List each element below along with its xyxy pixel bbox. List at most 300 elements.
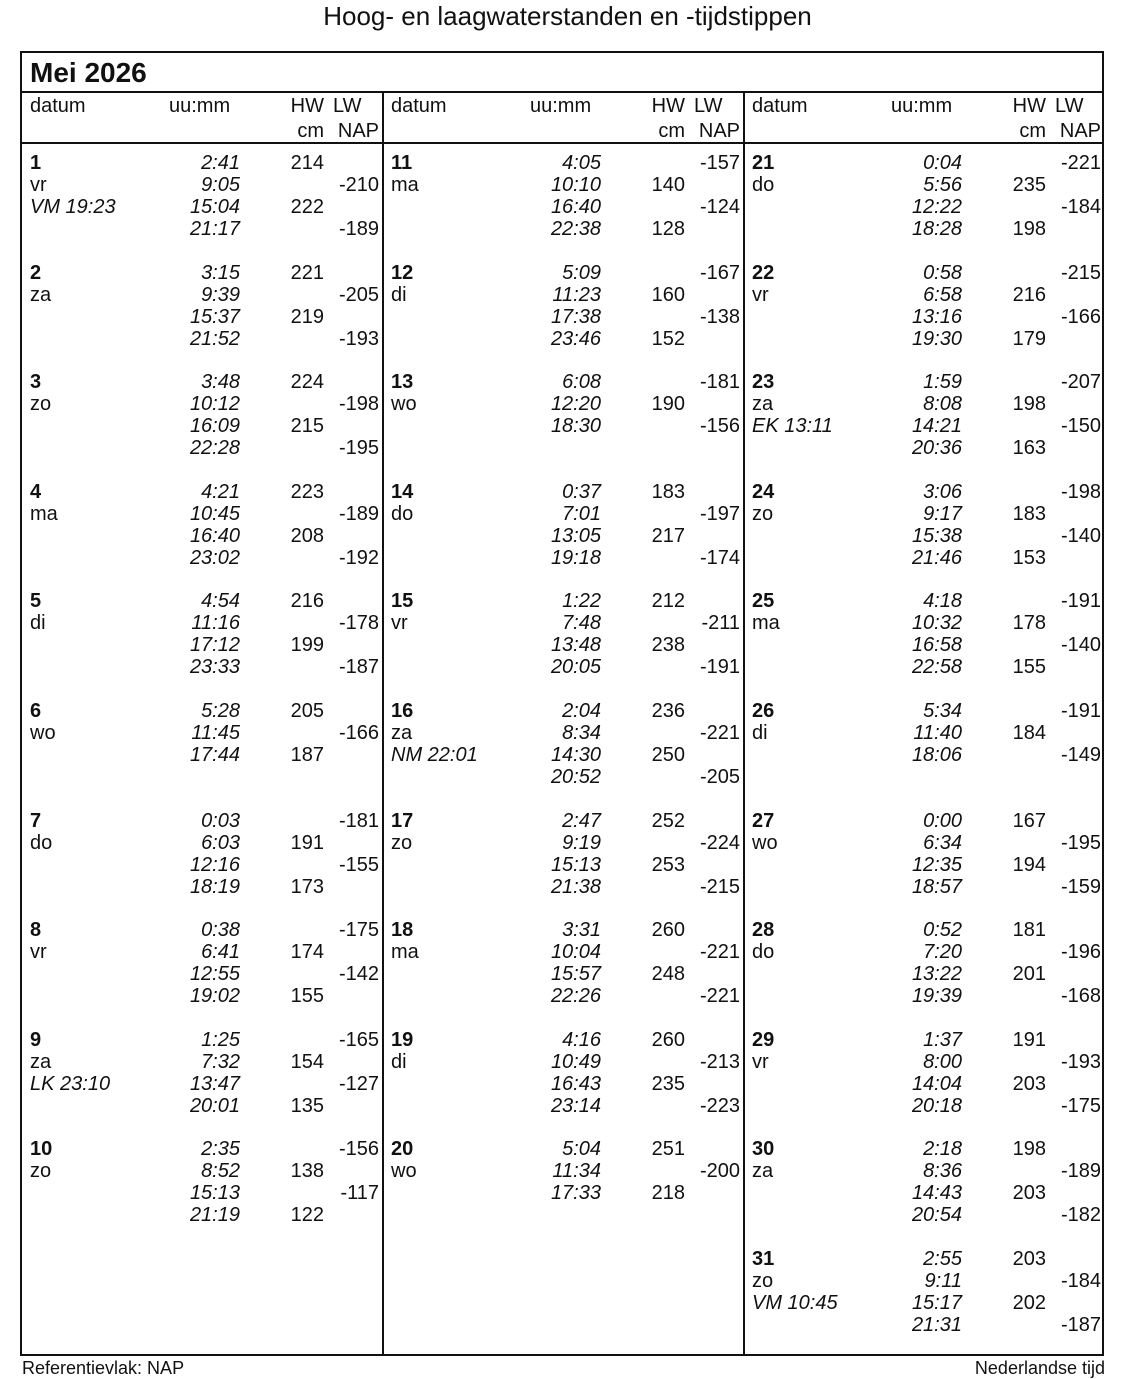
tide-time: 6:08: [562, 371, 601, 394]
tide-time: 19:30: [911, 327, 962, 350]
header-datum: datum: [30, 95, 86, 117]
moon-phase: VM 10:45: [752, 1292, 838, 1314]
tide-entry: [383, 722, 744, 744]
low-water-level: -175: [338, 919, 379, 942]
tide-entry: [383, 1029, 744, 1051]
day-block: [744, 1029, 1105, 1139]
header-lw: LW: [1055, 95, 1084, 117]
low-water-level: -117: [340, 1182, 379, 1205]
day-block: [744, 481, 1105, 591]
tide-time: 12:20: [550, 393, 601, 416]
day-block: [22, 810, 383, 920]
tide-entry: [744, 1270, 1105, 1292]
tide-time: 2:35: [201, 1138, 240, 1161]
weekday: ma: [30, 502, 58, 525]
weekday: za: [30, 283, 52, 306]
low-water-level: -211: [701, 612, 740, 635]
tide-entry: [22, 963, 383, 985]
tide-entry: [22, 744, 383, 766]
low-water-level: -224: [699, 831, 740, 854]
low-water-level: -215: [699, 875, 740, 898]
tide-time: 20:36: [911, 437, 962, 460]
high-water-level: 203: [1012, 1182, 1046, 1205]
tide-time: 7:01: [562, 502, 601, 525]
low-water-level: -200: [699, 1160, 740, 1183]
tide-entry: [383, 919, 744, 941]
tide-time: 10:49: [550, 1050, 601, 1073]
tide-time: 15:13: [189, 1182, 240, 1205]
day-number: 23: [752, 371, 775, 394]
tide-entry: [383, 656, 744, 678]
tide-time: 11:16: [191, 612, 240, 635]
tide-time: 4:21: [201, 480, 240, 503]
low-water-level: -195: [338, 437, 379, 460]
tide-time: 0:37: [562, 480, 601, 503]
weekday: wo: [30, 722, 56, 744]
day-block: [383, 1029, 744, 1139]
day-number: 27: [752, 809, 775, 832]
day-number: 3: [30, 371, 42, 394]
low-water-level: -191: [1060, 590, 1101, 613]
tide-time: 21:38: [550, 875, 601, 898]
day-number: 16: [391, 700, 414, 722]
low-water-level: -187: [338, 656, 379, 679]
low-water-level: -191: [1060, 700, 1101, 722]
day-number: 21: [752, 152, 775, 174]
low-water-level: -198: [338, 393, 379, 416]
tide-time: 2:41: [201, 152, 240, 174]
high-water-level: 202: [1012, 1292, 1046, 1314]
tide-entry: [744, 152, 1105, 174]
high-water-level: 238: [651, 634, 685, 657]
tide-time: 8:00: [923, 1050, 962, 1073]
weekday: zo: [30, 1160, 52, 1183]
tide-entry: [22, 174, 383, 196]
day-block: [22, 590, 383, 700]
low-water-level: -213: [699, 1050, 740, 1073]
tide-entry: [383, 503, 744, 525]
tide-entry: [744, 590, 1105, 612]
tide-entry: [744, 1248, 1105, 1270]
tide-time: 0:58: [923, 261, 962, 284]
day-block: [22, 1138, 383, 1248]
tide-entry: [744, 634, 1105, 656]
tide-entry: [22, 634, 383, 656]
day-number: 5: [30, 590, 42, 613]
tide-entry: [383, 1138, 744, 1160]
tide-time: 18:19: [189, 875, 240, 898]
tide-time: 13:48: [550, 634, 601, 657]
header-lw: LW: [694, 95, 723, 117]
low-water-level: -197: [699, 502, 740, 525]
header-datum: datum: [391, 95, 447, 117]
tide-entry: [383, 284, 744, 306]
high-water-level: 187: [290, 744, 324, 766]
tide-time: 18:57: [911, 875, 962, 898]
tide-entry: [744, 832, 1105, 854]
low-water-level: -198: [1060, 480, 1101, 503]
tide-entry: [22, 919, 383, 941]
tide-time: 13:05: [550, 524, 601, 547]
tide-entry: [744, 722, 1105, 744]
day-block: [22, 481, 383, 591]
high-water-level: 179: [1012, 327, 1046, 350]
tide-time: 13:16: [911, 305, 962, 328]
reference-note: Referentievlak: NAP: [22, 1358, 185, 1378]
tide-time: 9:17: [923, 502, 962, 525]
high-water-level: 224: [290, 371, 324, 394]
tide-entry: [383, 985, 744, 1007]
weekday: ma: [391, 174, 419, 196]
tide-time: 11:34: [552, 1160, 601, 1183]
weekday: vr: [391, 612, 408, 635]
tide-entry: [744, 1160, 1105, 1182]
day-column: [744, 53, 1105, 1354]
low-water-level: -193: [338, 327, 379, 350]
tide-time: 18:06: [911, 744, 962, 766]
tide-entry: [383, 328, 744, 350]
low-water-level: -149: [1060, 744, 1101, 766]
tide-entry: [383, 1182, 744, 1204]
tide-time: 6:03: [201, 831, 240, 854]
low-water-level: -138: [699, 305, 740, 328]
day-block: [744, 262, 1105, 372]
high-water-level: 260: [651, 1028, 685, 1051]
tide-entry: [383, 525, 744, 547]
tide-time: 5:28: [201, 700, 240, 722]
tide-time: 16:43: [550, 1072, 601, 1095]
tide-entry: [744, 963, 1105, 985]
header-time: uu:mm: [169, 95, 231, 117]
tide-entry: [22, 1160, 383, 1182]
tide-time: 7:20: [923, 941, 962, 964]
day-block: [22, 1029, 383, 1139]
tide-time: 13:22: [911, 963, 962, 986]
tide-entry: [383, 306, 744, 328]
low-water-level: -221: [699, 941, 740, 964]
tide-entry: [383, 371, 744, 393]
tide-entry: [383, 196, 744, 218]
low-water-level: -159: [1060, 875, 1101, 898]
weekday: do: [752, 941, 775, 964]
tide-entry: [383, 700, 744, 722]
tide-time: 23:46: [550, 327, 601, 350]
tide-time: 19:02: [189, 985, 240, 1008]
weekday: do: [30, 831, 53, 854]
day-number: 9: [30, 1028, 42, 1051]
low-water-level: -221: [699, 985, 740, 1008]
day-block: [744, 371, 1105, 481]
tide-time: 12:22: [911, 196, 962, 218]
day-number: 4: [30, 480, 42, 503]
weekday: za: [752, 1160, 774, 1183]
high-water-level: 183: [1012, 502, 1046, 525]
tide-entry: [22, 1095, 383, 1117]
header-hw: HW: [290, 95, 324, 117]
tide-entry: [744, 415, 1105, 437]
moon-phase: LK 23:10: [30, 1072, 111, 1095]
high-water-level: 198: [1012, 1138, 1046, 1161]
tide-entry: [744, 612, 1105, 634]
high-water-level: 212: [651, 590, 685, 613]
tide-entry: [744, 437, 1105, 459]
tide-time: 14:30: [550, 744, 601, 766]
tide-entry: [744, 1292, 1105, 1314]
tide-entry: [744, 547, 1105, 569]
tide-entry: [22, 415, 383, 437]
high-water-level: 216: [290, 590, 324, 613]
high-water-level: 216: [1012, 283, 1046, 306]
tide-time: 8:36: [923, 1160, 962, 1183]
low-water-level: -181: [699, 371, 740, 394]
tide-time: 23:33: [189, 656, 240, 679]
tide-time: 8:52: [201, 1160, 240, 1183]
low-water-level: -189: [1060, 1160, 1101, 1183]
tide-time: 21:19: [189, 1204, 240, 1227]
tide-time: 5:04: [562, 1138, 601, 1161]
tide-entry: [383, 810, 744, 832]
tide-time: 3:15: [201, 261, 240, 284]
tide-time: 16:40: [189, 524, 240, 547]
high-water-level: 173: [290, 875, 324, 898]
tide-entry: [744, 810, 1105, 832]
tide-time: 4:54: [201, 590, 240, 613]
day-number: 28: [752, 919, 775, 942]
high-water-level: 235: [651, 1072, 685, 1095]
weekday: za: [391, 722, 413, 744]
tide-entry: [744, 744, 1105, 766]
tide-entry: [383, 415, 744, 437]
tide-entry: [744, 1095, 1105, 1117]
low-water-level: -127: [338, 1072, 379, 1095]
tide-entry: [383, 1073, 744, 1095]
tide-time: 18:30: [550, 415, 601, 438]
day-number: 11: [391, 152, 413, 174]
high-water-level: 135: [290, 1094, 324, 1117]
tide-time: 17:38: [550, 305, 601, 328]
tide-entry: [22, 1182, 383, 1204]
tide-entry: [744, 941, 1105, 963]
tide-time: 3:31: [562, 919, 601, 942]
day-block: [383, 152, 744, 262]
tide-time: 21:46: [911, 546, 962, 569]
weekday: za: [752, 393, 774, 416]
high-water-level: 199: [290, 634, 324, 657]
tide-time: 18:28: [911, 218, 962, 240]
day-block: [383, 590, 744, 700]
low-water-level: -223: [699, 1094, 740, 1117]
tide-time: 1:22: [562, 590, 601, 613]
high-water-level: 191: [1012, 1028, 1046, 1051]
tide-entry: [744, 700, 1105, 722]
header-hw-unit: cm: [658, 120, 685, 142]
header-lw-unit: NAP: [698, 120, 740, 142]
tide-entry: [383, 744, 744, 766]
tide-entry: [744, 1051, 1105, 1073]
tide-entry: [22, 612, 383, 634]
header-time: uu:mm: [891, 95, 953, 117]
high-water-level: 235: [1012, 174, 1046, 196]
low-water-level: -189: [338, 218, 379, 240]
tide-time: 22:26: [550, 985, 601, 1008]
header-lw-unit: NAP: [1059, 120, 1101, 142]
moon-phase: NM 22:01: [391, 744, 478, 766]
day-number: 25: [752, 590, 775, 613]
day-number: 17: [391, 809, 414, 832]
tide-entry: [383, 963, 744, 985]
low-water-level: -192: [338, 546, 379, 569]
tide-time: 11:45: [191, 722, 240, 744]
high-water-level: 178: [1012, 612, 1046, 635]
tide-entry: [744, 262, 1105, 284]
day-number: 10: [30, 1138, 53, 1161]
tide-time: 4:05: [562, 152, 601, 174]
weekday: di: [391, 283, 407, 306]
header-datum: datum: [752, 95, 808, 117]
high-water-level: 208: [290, 524, 324, 547]
tide-time: 9:19: [562, 831, 601, 854]
day-block: [22, 262, 383, 372]
tide-time: 22:28: [189, 437, 240, 460]
high-water-level: 122: [290, 1204, 324, 1227]
high-water-level: 174: [290, 941, 324, 964]
low-water-level: -189: [338, 502, 379, 525]
tide-time: 16:09: [189, 415, 240, 438]
tide-entry: [383, 876, 744, 898]
tide-time: 12:35: [911, 853, 962, 876]
tide-time: 5:09: [562, 261, 601, 284]
header-hw: HW: [1012, 95, 1046, 117]
day-number: 12: [391, 261, 414, 284]
day-block: [744, 700, 1105, 810]
day-number: 15: [391, 590, 414, 613]
weekday: ma: [391, 941, 419, 964]
high-water-level: 248: [651, 963, 685, 986]
high-water-level: 163: [1012, 437, 1046, 460]
low-water-level: -165: [338, 1028, 379, 1051]
day-number: 30: [752, 1138, 775, 1161]
low-water-level: -195: [1060, 831, 1101, 854]
low-water-level: -175: [1060, 1094, 1101, 1117]
tide-entry: [383, 393, 744, 415]
header-time: uu:mm: [530, 95, 592, 117]
high-water-level: 184: [1012, 722, 1046, 744]
day-number: 31: [752, 1248, 775, 1270]
tide-time: 8:08: [923, 393, 962, 416]
high-water-level: 214: [290, 152, 324, 174]
tide-entry: [744, 985, 1105, 1007]
moon-phase: VM 19:23: [30, 196, 116, 218]
tide-entry: [22, 876, 383, 898]
high-water-level: 183: [651, 480, 685, 503]
tide-entry: [744, 1138, 1105, 1160]
tide-time: 22:58: [911, 656, 962, 679]
low-water-level: -156: [699, 415, 740, 438]
day-block: [22, 700, 383, 810]
tide-entry: [22, 722, 383, 744]
tide-time: 15:37: [189, 305, 240, 328]
tide-time: 0:38: [201, 919, 240, 942]
low-water-level: -184: [1060, 196, 1101, 218]
tide-time: 15:04: [189, 196, 240, 218]
tide-time: 1:37: [923, 1028, 962, 1051]
weekday: zo: [391, 831, 413, 854]
tide-entry: [383, 832, 744, 854]
low-water-level: -184: [1060, 1270, 1101, 1292]
weekday: zo: [752, 502, 774, 525]
tide-entry: [744, 218, 1105, 240]
low-water-level: -215: [1060, 261, 1101, 284]
day-block: [383, 371, 744, 481]
high-water-level: 252: [651, 809, 685, 832]
tide-time: 20:01: [189, 1094, 240, 1117]
tide-entry: [744, 919, 1105, 941]
tide-time: 14:43: [911, 1182, 962, 1205]
day-number: 8: [30, 919, 42, 942]
tide-entry: [744, 1182, 1105, 1204]
tide-entry: [383, 547, 744, 569]
tide-time: 21:52: [189, 327, 240, 350]
tide-time: 17:12: [189, 634, 240, 657]
tide-entry: [22, 547, 383, 569]
day-block: [383, 1138, 744, 1248]
weekday: zo: [30, 393, 52, 416]
tide-time: 4:18: [923, 590, 962, 613]
tide-time: 15:57: [550, 963, 601, 986]
high-water-level: 218: [651, 1182, 685, 1205]
day-number: 18: [391, 919, 414, 942]
tide-entry: [22, 1204, 383, 1226]
tide-time: 6:41: [201, 941, 240, 964]
weekday: di: [752, 722, 768, 744]
tide-entry: [22, 371, 383, 393]
tide-time: 19:39: [911, 985, 962, 1008]
high-water-level: 155: [290, 985, 324, 1008]
high-water-level: 201: [1012, 963, 1046, 986]
tide-time: 15:38: [911, 524, 962, 547]
day-block: [383, 262, 744, 372]
low-water-level: -193: [1060, 1050, 1101, 1073]
high-water-level: 250: [651, 744, 685, 766]
tide-time: 19:18: [550, 546, 601, 569]
tide-time: 3:48: [201, 371, 240, 394]
tide-entry: [22, 152, 383, 174]
tide-entry: [744, 306, 1105, 328]
tide-entry: [22, 1051, 383, 1073]
header-lw-unit: NAP: [337, 120, 379, 142]
day-number: 1: [30, 152, 42, 174]
low-water-level: -191: [699, 656, 740, 679]
low-water-level: -178: [338, 612, 379, 635]
high-water-level: 190: [651, 393, 685, 416]
day-number: 7: [30, 809, 42, 832]
weekday: wo: [391, 1160, 417, 1183]
day-block: [22, 152, 383, 262]
weekday: za: [30, 1050, 52, 1073]
page-title: Hoog- en laagwaterstanden en -tijdstippen: [323, 1, 812, 31]
high-water-level: 198: [1012, 393, 1046, 416]
tide-time: 12:55: [189, 963, 240, 986]
tide-time: 5:56: [923, 174, 962, 196]
high-water-level: 221: [290, 261, 324, 284]
low-water-level: -157: [699, 152, 740, 174]
tide-time: 13:47: [189, 1072, 240, 1095]
day-number: 2: [30, 261, 42, 284]
high-water-level: 253: [651, 853, 685, 876]
tide-entry: [744, 371, 1105, 393]
tide-time: 10:32: [911, 612, 962, 635]
tide-entry: [383, 590, 744, 612]
